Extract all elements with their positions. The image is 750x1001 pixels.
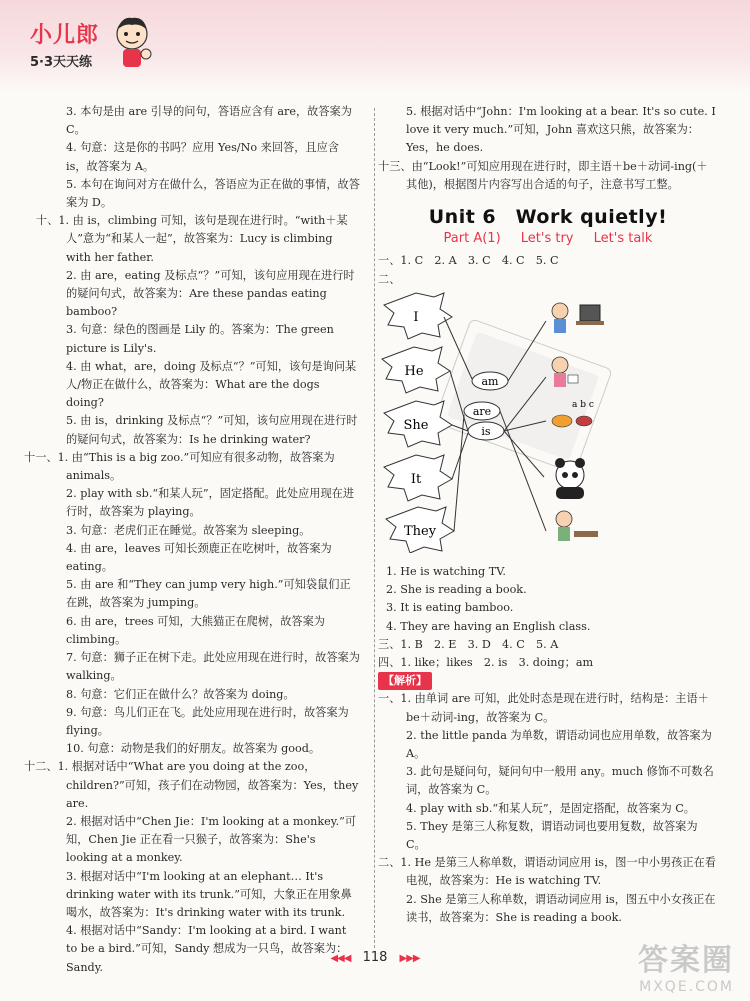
page-number: 118 bbox=[362, 950, 388, 965]
lets-try-label: Let's try bbox=[520, 231, 574, 247]
left-para-2: 5. 本句在询问对方在做什么，答语应为正在做的事情，故答案为 D。 bbox=[66, 177, 360, 210]
logo-subtitle: 5·3天天练 bbox=[30, 55, 93, 70]
answers-section-2-label: 二、 bbox=[378, 272, 401, 286]
left-column bbox=[20, 103, 360, 977]
panda-icon bbox=[555, 458, 585, 499]
left-para-15: 8. 句意：它们正在做什么？故答案为 doing。 bbox=[66, 687, 295, 701]
explanation-1: 2. the little panda 为单数，谓语动词也应用单数，故答案为 A。 bbox=[406, 728, 712, 761]
explanation-0: 一、1. 由单词 are 可知，此处时态是现在进行时，结构是：主语＋be＋动词-ing，故答案为 C。 bbox=[378, 692, 709, 724]
bubble-he bbox=[382, 347, 450, 393]
left-para-13: 6. 由 are，trees 可知，大熊猫正在爬树，故答案为 climbing。 bbox=[66, 614, 325, 646]
left-para-1: 4. 句意：这是你的书吗？应用 Yes/No 来回答，且应含 is，故答案为 A。 bbox=[66, 141, 339, 173]
oval-is bbox=[468, 422, 504, 440]
left-para-9: 2. play with sb.“和某人玩”，固定搭配。此处应用现在进行时，故答案为 playing。 bbox=[66, 487, 355, 519]
logo-title: 小儿郎 bbox=[30, 23, 100, 48]
left-para-8: 十一、1. 由“This is a big zoo.”可知应有很多动物，故答案为 animals。 bbox=[24, 450, 335, 483]
right-para-0: 5. 根据对话中“John：I'm looking at a bear. It's so cute. I love it very much.”可知，John 喜欢这只熊，故答案为：Yes，he does. bbox=[406, 105, 716, 155]
bubble-she bbox=[384, 401, 452, 447]
explanation-3: 4. play with sb.“和某人玩”，是固定搭配，故答案为 C。 bbox=[406, 801, 695, 815]
left-para-5: 3. 句意：绿色的图画是 Lily 的。答案为：The green picture is Lily's. bbox=[66, 323, 334, 355]
answers-section-1: 一、1. C 2. A 3. C 4. C 5. C bbox=[378, 254, 559, 268]
watermark-small: MXQE.COM bbox=[639, 979, 734, 995]
explanation-5: 二、1. He 是第三人称单数，谓语动词应用 is，图一中小男孩正在看电视，故答案为：He is watching TV. bbox=[378, 856, 716, 888]
left-para-21: 4. 根据对话中“Sandy：I'm looking at a bird. I want to be a bird.”可知，Sandy 想成为一只鸟，故答案为：Sandy. bbox=[66, 924, 348, 974]
left-para-16: 9. 句意：鸟儿们正在飞。此处应用现在进行时，故答案为 flying。 bbox=[66, 705, 349, 737]
left-para-11: 4. 由 are，leaves 可知长颈鹿正在吃树叶，故答案为 eating。 bbox=[66, 541, 332, 574]
left-para-19: 2. 根据对话中“Chen Jie：I'm looking at a monkey.”可知，Chen Jie 正在看一只猴子，故答案为：She's looking at a monkey. bbox=[66, 814, 357, 865]
unit-title: Unit 6 Work quietly! bbox=[428, 206, 668, 229]
boy-watching-tv-icon bbox=[552, 303, 604, 333]
part-title bbox=[378, 230, 718, 248]
bubble-it bbox=[384, 455, 452, 501]
mascot-icon bbox=[110, 14, 154, 72]
right-column bbox=[378, 103, 718, 927]
oval-label-is: is bbox=[481, 424, 491, 438]
left-para-17: 10. 句意：动物是我们的好朋友。故答案为 good。 bbox=[66, 742, 321, 756]
prev-arrows-icon: ◀◀◀ bbox=[330, 953, 351, 964]
svg-text:a b c: a b c bbox=[572, 399, 594, 410]
jiexi-badge: 【解析】 bbox=[378, 672, 432, 690]
part-label: Part A(1) bbox=[443, 231, 501, 247]
answer-2-2: 2. She is reading a book. bbox=[386, 583, 527, 597]
answers-section-4: 四、1. like；likes 2. is 3. doing；am bbox=[378, 656, 594, 670]
next-arrows-icon: ▶▶▶ bbox=[399, 953, 420, 964]
left-para-3: 十、1. 由 is，climbing 可知，该句是现在进行时。“with＋某人”意为“和某人一起”，故答案为：Lucy is climbing with her father. bbox=[36, 214, 348, 264]
watermark bbox=[594, 935, 734, 995]
bubble-label-i: I bbox=[413, 309, 419, 325]
lets-talk-label: Let's talk bbox=[593, 231, 653, 247]
watermark-big: 答案圈 bbox=[638, 943, 734, 978]
answer-2-4: 4. They are having an English class. bbox=[386, 619, 591, 633]
left-para-7: 5. 由 is，drinking 及标点“？”可知，该句应用现在进行时的疑问句式，故答案为：Is he drinking water? bbox=[66, 414, 358, 446]
left-para-14: 7. 句意：狮子正在树下走。此处应用现在进行时，故答案为 walking。 bbox=[66, 651, 360, 683]
bubble-label-they: They bbox=[403, 523, 437, 539]
left-para-18: 十二、1. 根据对话中“What are you doing at the zoo，children?”可知，孩子们在动物园，故答案为：Yes，they are. bbox=[24, 760, 359, 810]
oval-am bbox=[472, 372, 508, 390]
left-para-20: 3. 根据对话中“I'm looking at an elephant… It's drinking water with its trunk.”可知，大象正在用象鼻喝水，故答案为：It's drinking water with its trunk. bbox=[66, 869, 352, 919]
children-class-icon bbox=[556, 511, 598, 541]
oval-are bbox=[464, 402, 500, 420]
left-para-6: 4. 由 what，are，doing 及标点“？”可知，该句是询问某人/物正在做什么，故答案为：What are the dogs doing? bbox=[66, 359, 357, 410]
explanation-6: 2. She 是第三人称单数，谓语动词应用 is，图五中小女孩正在读书，故答案为：She is reading a book. bbox=[406, 892, 716, 924]
bubble-i bbox=[384, 293, 452, 339]
left-para-12: 5. 由 are 和“They can jump very high.”可知袋鼠们正在跳，故答案为 jumping。 bbox=[66, 578, 351, 610]
left-para-0: 3. 本句是由 are 引导的问句，答语应含有 are，故答案为 C。 bbox=[66, 105, 352, 137]
left-para-10: 3. 句意：老虎们正在睡觉。故答案为 sleeping。 bbox=[66, 523, 311, 537]
answer-2-3: 3. It is eating bamboo. bbox=[386, 601, 514, 615]
oval-label-are: are bbox=[472, 404, 492, 418]
explanation-4: 5. They 是第三人称复数，谓语动词也要用复数，故答案为 C。 bbox=[406, 819, 698, 852]
left-para-4: 2. 由 are，eating 及标点“？”可知，该句应用现在进行时的疑问句式，故答案为：Are these pandas eating bamboo? bbox=[66, 268, 355, 319]
right-para-1: 十三、由“Look!”可知应用现在进行时，即主语＋be＋动词-ing(＋其他)，根据图片内容写出合适的句子，注意书写工整。 bbox=[378, 159, 708, 191]
brand-logo bbox=[30, 18, 99, 70]
answer-2-1: 1. He is watching TV. bbox=[386, 565, 506, 579]
bubble-they bbox=[386, 507, 454, 553]
answers-section-3: 三、1. B 2. E 3. D 4. C 5. A bbox=[378, 637, 559, 651]
bubble-label-it: It bbox=[410, 471, 422, 487]
bubble-label-he: He bbox=[404, 363, 424, 379]
matching-figure bbox=[378, 291, 718, 553]
explanation-2: 3. 此句是疑问句，疑问句中一般用 any。much 修饰不可数名词，故答案为 C。 bbox=[406, 765, 714, 797]
oval-label-am: am bbox=[481, 374, 499, 388]
bubble-label-she: She bbox=[403, 417, 429, 433]
column-divider bbox=[374, 108, 375, 948]
